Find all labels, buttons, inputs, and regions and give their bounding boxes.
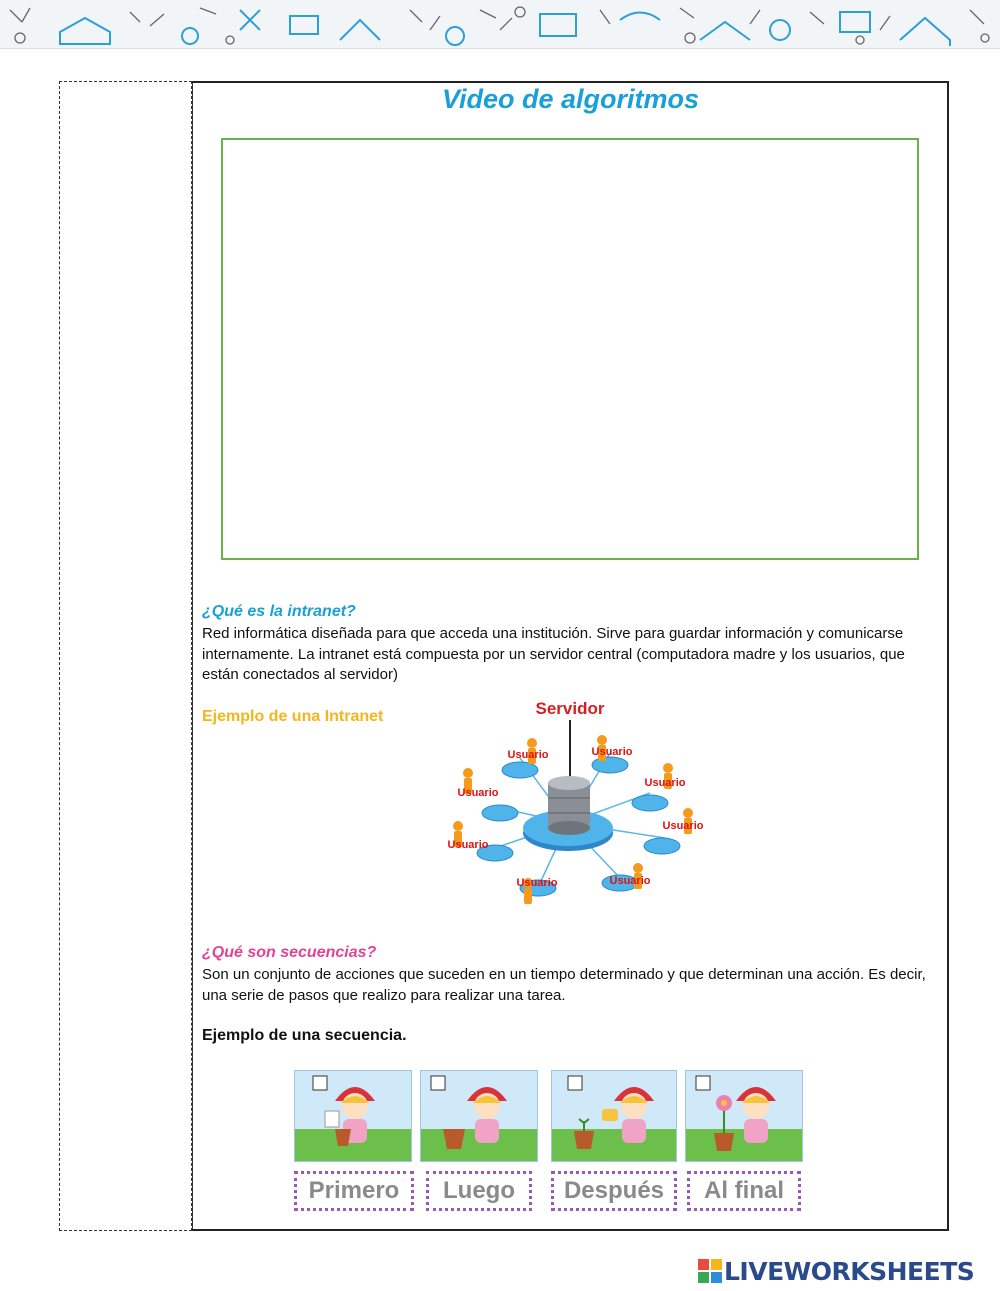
sequence-step-label[interactable]: Al final	[687, 1171, 801, 1211]
footer-brand-text: LIVEWORKSHEETS	[724, 1256, 975, 1286]
intranet-diagram	[440, 698, 740, 923]
user-label: Usuario	[516, 877, 558, 889]
intranet-definition: Red informática diseñada para que acceda una institución. Sirve para guardar información y comunicarse internamente. La intranet está compuesta por un servidor central (computadora madre y los usuarios, que están conectados al servidor)	[202, 625, 905, 683]
server-label: Servidor	[535, 699, 605, 718]
sequence-image-2	[420, 1070, 538, 1162]
sequence-image-3	[551, 1070, 677, 1162]
sequence-example-label: Ejemplo de una secuencia.	[202, 1027, 407, 1044]
user-label: Usuario	[457, 787, 499, 799]
user-label: Usuario	[591, 746, 633, 758]
sequences-question: ¿Qué son secuencias?	[202, 944, 377, 961]
video-embed-area[interactable]	[221, 138, 919, 560]
sequence-image-1	[294, 1070, 412, 1162]
sequence-step-label[interactable]: Primero	[294, 1171, 414, 1211]
footer-brand	[698, 1255, 998, 1287]
user-label: Usuario	[609, 875, 651, 887]
sequence-step-label[interactable]: Luego	[426, 1171, 532, 1211]
header-banner	[0, 0, 1000, 49]
user-label: Usuario	[644, 777, 686, 789]
page-title: Video de algoritmos	[441, 84, 700, 114]
intranet-example-label: Ejemplo de una Intranet	[202, 708, 384, 725]
sequence-image-4	[685, 1070, 803, 1162]
intranet-question: ¿Qué es la intranet?	[202, 603, 356, 620]
sequences-definition: Son un conjunto de acciones que suceden en un tiempo determinado y que determinan una acción. Es decir, una serie de pasos que realizo para realizar una tarea.	[202, 966, 926, 1004]
sequence-step-label[interactable]: Después	[551, 1171, 677, 1211]
liveworksheets-logo-icon	[698, 1259, 722, 1283]
user-label: Usuario	[507, 749, 549, 761]
left-margin-column	[59, 81, 192, 1231]
user-label: Usuario	[662, 820, 704, 832]
user-label: Usuario	[447, 839, 489, 851]
